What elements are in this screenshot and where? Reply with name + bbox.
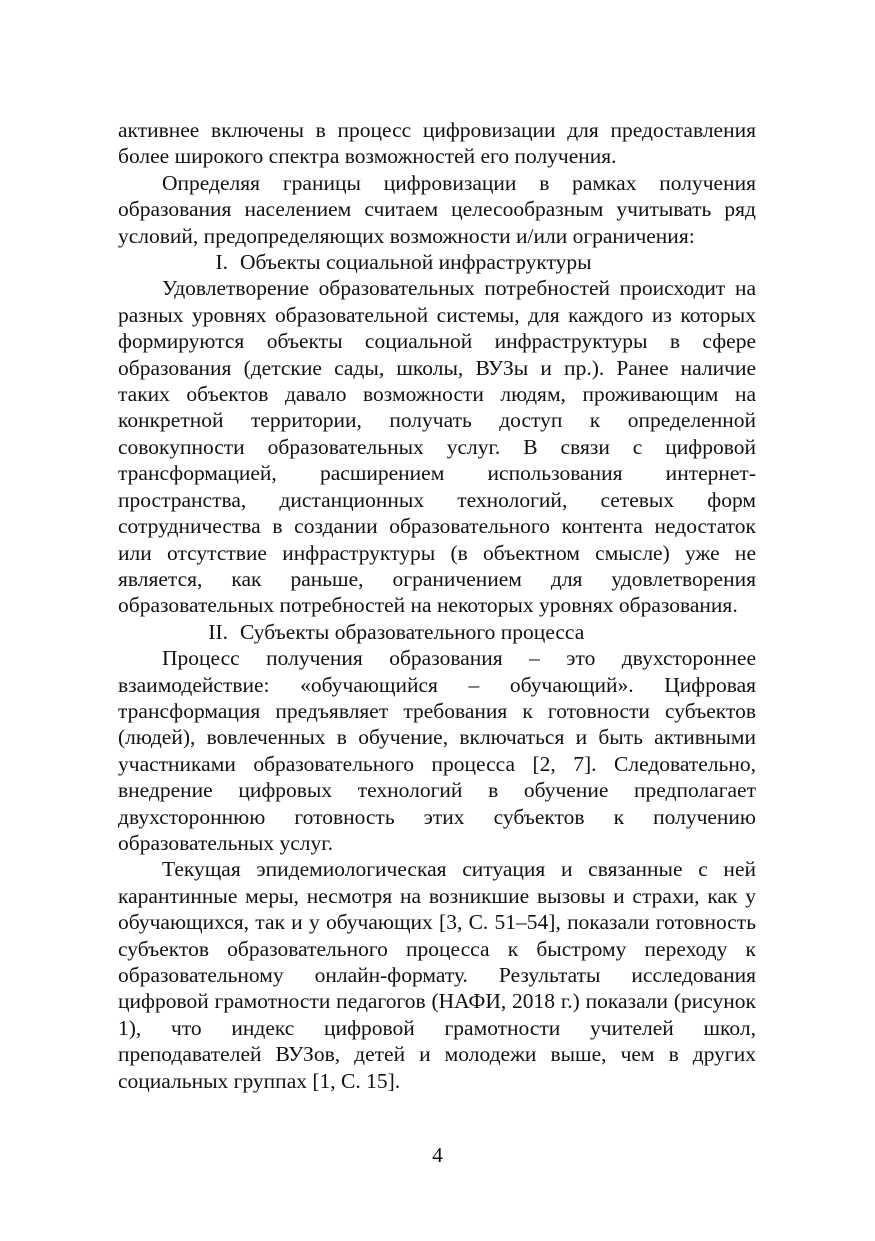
page-number: 4 (432, 1143, 443, 1167)
section-heading-infrastructure (118, 249, 756, 275)
paragraph-subjects: Процесс получения образования – это двухстороннее взаимодействие: «обучающийся – обучающий». Цифровая трансформация предъявляет требования к готовности субъектов (людей), вовлеченных в обучение, включаться и быть активными участниками образовательного процесса [2, 7]. Следовательно, внедрение цифровых технологий в обучение предполагает двухстороннюю готовность этих субъектов к получению образовательных услуг. (118, 646, 756, 855)
document-page (118, 117, 756, 1094)
paragraph-digitalization-boundaries: Определяя границы цифровизации в рамках получения образования населением считаем целесообразным учитывать ряд условий, предопределяющих возможности и/или ограничения: (118, 170, 756, 248)
paragraph-continuation: активнее включены в процесс цифровизации для предоставления более широкого спектра возможностей его получения. (118, 118, 756, 169)
section-title: Объекты социальной инфраструктуры (240, 250, 592, 275)
section-title: Субъекты образовательного процесса (240, 619, 585, 644)
section-number: I. (215, 250, 228, 275)
section-number: II. (208, 619, 228, 644)
paragraph-infrastructure: Удовлетворение образовательных потребностей происходит на разных уровнях образовательной системы, для каждого из которых формируются объекты социальной инфраструктуры в сфере образования (детские сады, школы, ВУЗы и пр.). Ранее наличие таких объектов давало возможности людям, проживающим на конкретной территории, получать доступ к определенной совокупности образовательных услуг. В связи с цифровой трансформацией, расширением использования интернет-пространства, дистанционных технологий, сетевых форм сотрудничества в создании образовательного контента недостаток или отсутствие инфраструктуры (в объектном смысле) уже не является, как раньше, ограничением для удовлетворения образовательных потребностей на некоторых уровнях образования. (118, 276, 756, 618)
paragraph-epidemiological-situation: Текущая эпидемиологическая ситуация и связанные с ней карантинные меры, несмотря на возникшие вызовы и страхи, как у обучающихся, так и у обучающих [3, С. 51–54], показали готовность субъектов образовательного процесса к быстрому переходу к образовательному онлайн-формату. Результаты исследования цифровой грамотности педагогов (НАФИ, 2018 г.) показали (рисунок 1), что индекс цифровой грамотности учителей школ, преподавателей ВУЗов, детей и молодежи выше, чем в других социальных группах [1, С. 15]. (118, 857, 756, 1093)
section-heading-subjects (118, 619, 756, 645)
